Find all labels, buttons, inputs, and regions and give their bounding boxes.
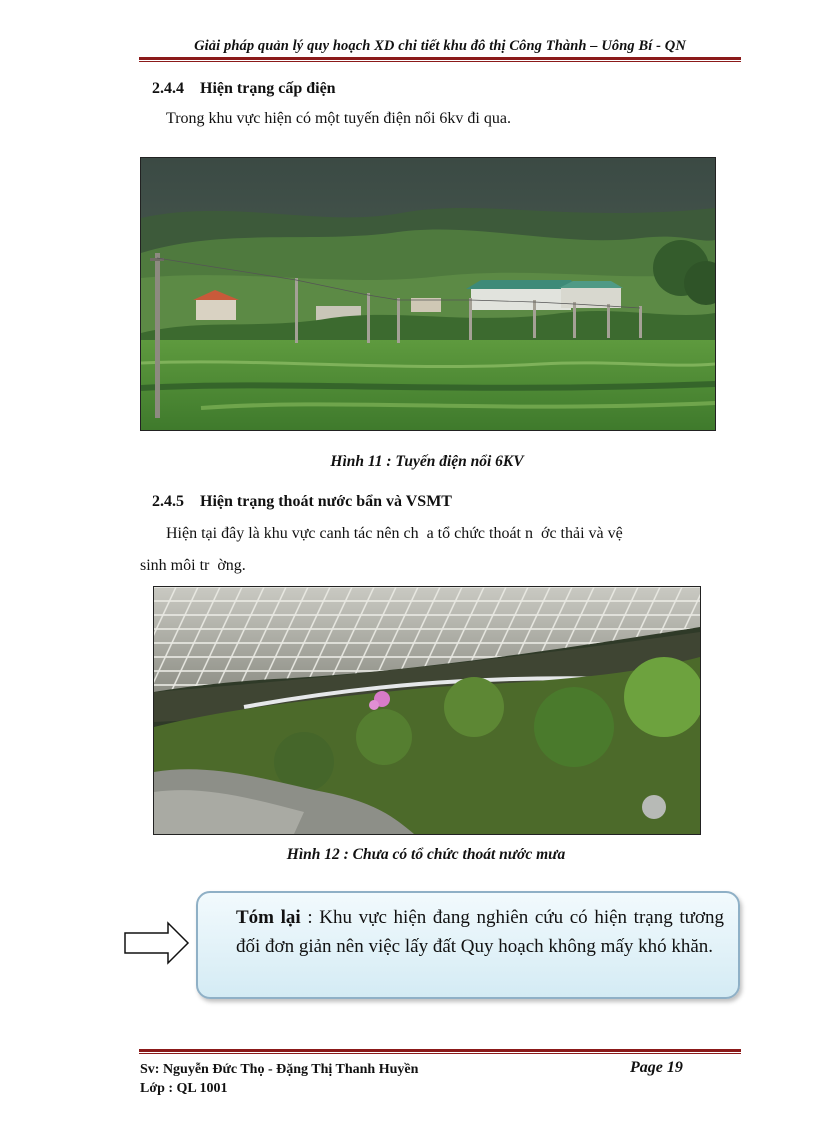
section-heading-2-4-4 — [152, 80, 336, 98]
footer-rule — [139, 1049, 741, 1054]
section-number: 2.4.5 — [152, 493, 184, 510]
figure-11-caption: Hình 11 : Tuyến điện nổi 6KV — [330, 453, 524, 470]
footer-author-block — [140, 1060, 418, 1098]
footer-author: Sv: Nguyễn Đức Thọ - Đặng Thị Thanh Huyền — [140, 1062, 419, 1077]
section-text-2-4-4: Trong khu vực hiện có một tuyến điện nổi 6kv đi qua. — [166, 110, 511, 127]
section-title: Hiện trạng cấp điện — [200, 80, 336, 97]
summary-lead: Tóm lại — [236, 907, 301, 928]
section-number: 2.4.4 — [152, 80, 184, 97]
page-header-title: Giải pháp quản lý quy hoạch XD chi tiết khu đô thị Công Thành – Uông Bí - QN — [194, 38, 686, 54]
summary-box — [196, 891, 740, 999]
section-heading-2-4-5 — [152, 493, 452, 511]
figure-11-photo — [140, 157, 716, 431]
right-arrow-icon — [124, 921, 190, 965]
section-text-2-4-5-line2: sinh môi tr ờng. — [140, 557, 246, 574]
header-rule — [139, 57, 741, 62]
section-title: Hiện trạng thoát nước bẩn và VSMT — [200, 493, 452, 510]
summary-text: : Khu vực hiện đang nghiên cứu có hiện trạng tương đối đơn giản nên việc lấy đất Quy hoạch không mấy khó khăn. — [236, 907, 724, 957]
figure-12-photo — [153, 586, 701, 835]
footer-page-number: Page 19 — [630, 1059, 683, 1076]
section-text-2-4-5-line1: Hiện tại đây là khu vực canh tác nên ch a tổ chức thoát n ớc thải và vệ — [166, 525, 623, 542]
footer-class: Lớp : QL 1001 — [140, 1081, 228, 1096]
figure-12-caption: Hình 12 : Chưa có tổ chức thoát nước mưa — [286, 846, 566, 863]
